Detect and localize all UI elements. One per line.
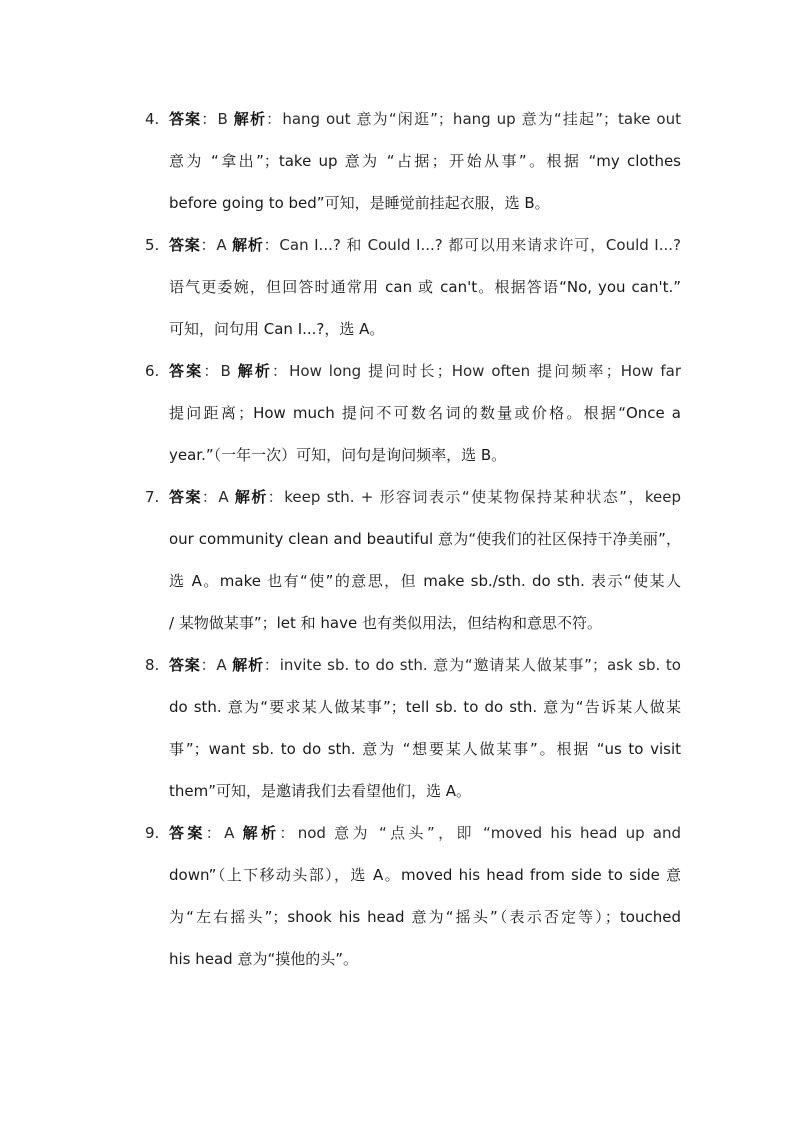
item-line-3: 为“左右摇头”；shook his head 意为“摇头”（表示否定等）；touched — [169, 908, 681, 926]
item-line-2: do sth. 意为“要求某人做某事”；tell sb. to do sth. 意为“告诉某人做某 — [169, 698, 681, 716]
item-line-3: before going to bed”可知，是睡觉前挂起衣服，选 B。 — [169, 194, 550, 212]
answer-label: 答案 — [169, 110, 202, 128]
analysis-text: ：keep sth. + 形容词表示“使某物保持某种状态”，keep — [267, 488, 681, 506]
answer-label: 答案 — [169, 236, 201, 254]
item-number: 4. — [145, 110, 160, 128]
answer-value: ：A — [201, 488, 235, 506]
answer-label: 答案 — [169, 824, 206, 842]
item-line-2: 意为 “拿出”；take up 意为 “占据；开始从事”。根据 “my clothes — [169, 152, 681, 170]
item-line-3: 事”；want sb. to do sth. 意为 “想要某人做某事”。根据 “us to visit — [169, 740, 681, 758]
item-line-1 — [169, 350, 681, 392]
item-line-4: his head 意为“摸他的头”。 — [169, 950, 359, 968]
answer-label: 答案 — [169, 488, 202, 506]
item-line-1 — [169, 476, 681, 518]
answer-value: ：A — [200, 656, 233, 674]
answer-value: ：B — [201, 110, 234, 128]
analysis-text: ：nod 意为 “点头”，即 “moved his head up and — [279, 824, 681, 842]
item-line-4: / 某物做某事”；let 和 have 也有类似用法，但结构和意思不符。 — [169, 614, 602, 632]
item-number: 6. — [145, 362, 160, 380]
analysis-label: 解析 — [232, 656, 264, 674]
item-line-1 — [169, 98, 681, 140]
analysis-label: 解析 — [242, 824, 280, 842]
answer-value: ：A — [200, 236, 233, 254]
analysis-label: 解析 — [232, 236, 264, 254]
item-line-4: them”可知，是邀请我们去看望他们，选 A。 — [169, 782, 472, 800]
item-line-3: year.”（一年一次）可知，问句是询问频率，选 B。 — [169, 446, 507, 464]
item-number: 9. — [145, 824, 160, 842]
analysis-label: 解析 — [234, 488, 268, 506]
item-line-2: our community clean and beautiful 意为“使我们的社区保持干净美丽”， — [169, 530, 681, 548]
answer-label: 答案 — [169, 656, 201, 674]
analysis-text: ：hang out 意为“闲逛”；hang up 意为“挂起”；take out — [266, 110, 681, 128]
answer-value: ：A — [205, 824, 243, 842]
item-line-3: 选 A。make 也有“使”的意思，但 make sb./sth. do sth. 表示“使某人 — [169, 572, 681, 590]
answer-label: 答案 — [169, 362, 204, 380]
item-line-1 — [169, 644, 681, 686]
analysis-label: 解析 — [233, 110, 267, 128]
analysis-text: ：Can I...? 和 Could I...? 都可以用来请求许可，Could I...? — [263, 236, 681, 254]
item-line-2: 语气更委婉，但回答时通常用 can 或 can't。根据答语“No, you can't.” — [169, 278, 681, 296]
answer-value: ：B — [203, 362, 238, 380]
analysis-text: ：How long 提问时长；How often 提问频率；How far — [272, 362, 681, 380]
item-line-1 — [169, 224, 681, 266]
item-line-2: 提问距离；How much 提问不可数名词的数量或价格。根据“Once a — [169, 404, 681, 422]
item-number: 7. — [145, 488, 160, 506]
analysis-text: ：invite sb. to do sth. 意为“邀请某人做某事”；ask sb. to — [263, 656, 681, 674]
item-line-3: 可知，问句用 Can I...?，选 A。 — [169, 320, 385, 338]
item-line-2: down”（上下移动头部），选 A。moved his head from side to side 意 — [169, 866, 681, 884]
item-number: 5. — [145, 236, 160, 254]
item-number: 8. — [145, 656, 160, 674]
item-line-1 — [169, 812, 681, 854]
analysis-label: 解析 — [237, 362, 272, 380]
